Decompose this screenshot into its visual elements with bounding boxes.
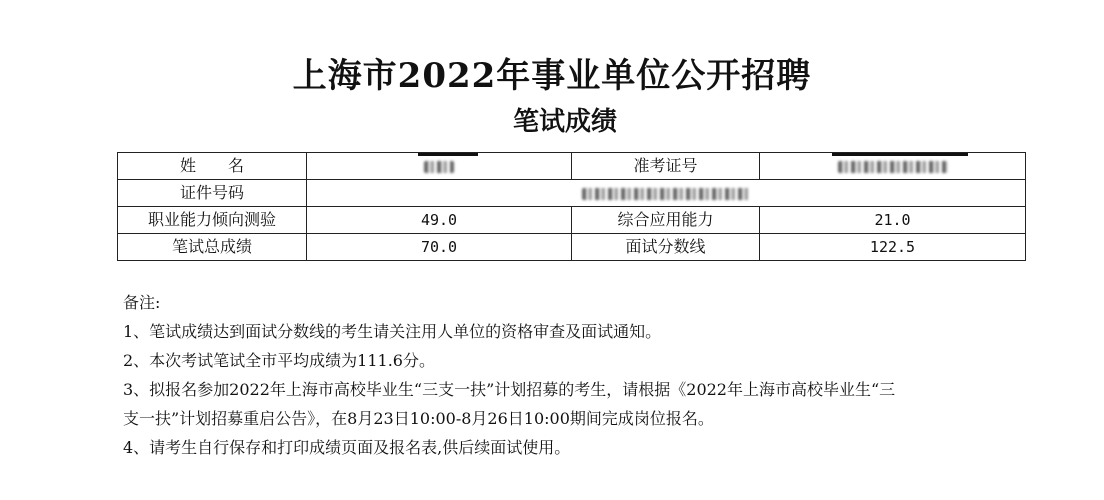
table-row	[118, 153, 1026, 180]
table-row	[118, 180, 1026, 207]
aptitude-score: 49.0	[307, 207, 572, 234]
comprehensive-label: 综合应用能力	[572, 207, 760, 234]
masked-name	[424, 161, 454, 173]
page-title: 上海市2022年事业单位公开招聘	[292, 56, 812, 96]
name-value	[307, 153, 572, 180]
note-item: 1、笔试成绩达到面试分数线的考生请关注用人单位的资格审查及面试通知。	[123, 322, 662, 341]
cutoff-label: 面试分数线	[572, 234, 760, 261]
note-item: 4、请考生自行保存和打印成绩页面及报名表,供后续面试使用。	[123, 438, 571, 457]
name-label: 姓 名	[118, 153, 307, 180]
note-item: 2、本次考试笔试全市平均成绩为111.6分。	[123, 351, 435, 370]
exam-no-value	[760, 153, 1026, 180]
table-row	[118, 234, 1026, 261]
note-item: 3、拟报名参加2022年上海市高校毕业生“三支一扶”计划招募的考生，请根据《2022年上海市高校毕业生“三	[123, 380, 896, 399]
score-table	[117, 152, 1026, 261]
total-label: 笔试总成绩	[118, 234, 307, 261]
id-label: 证件号码	[118, 180, 307, 207]
aptitude-label: 职业能力倾向测验	[118, 207, 307, 234]
masked-exam-no	[838, 161, 948, 173]
table-row	[118, 207, 1026, 234]
cutoff-score: 122.5	[760, 234, 1026, 261]
notes-heading: 备注:	[123, 293, 161, 312]
note-item: 支一扶”计划招募重启公告》，在8月23日10:00-8月26日10:00期间完成岗位报名。	[123, 409, 714, 428]
id-value	[307, 180, 1026, 207]
notes-section	[123, 288, 1073, 462]
page-subtitle: 笔试成绩	[512, 107, 617, 137]
comprehensive-score: 21.0	[760, 207, 1026, 234]
total-score: 70.0	[307, 234, 572, 261]
masked-id-number	[582, 188, 750, 200]
exam-no-label: 准考证号	[572, 153, 760, 180]
